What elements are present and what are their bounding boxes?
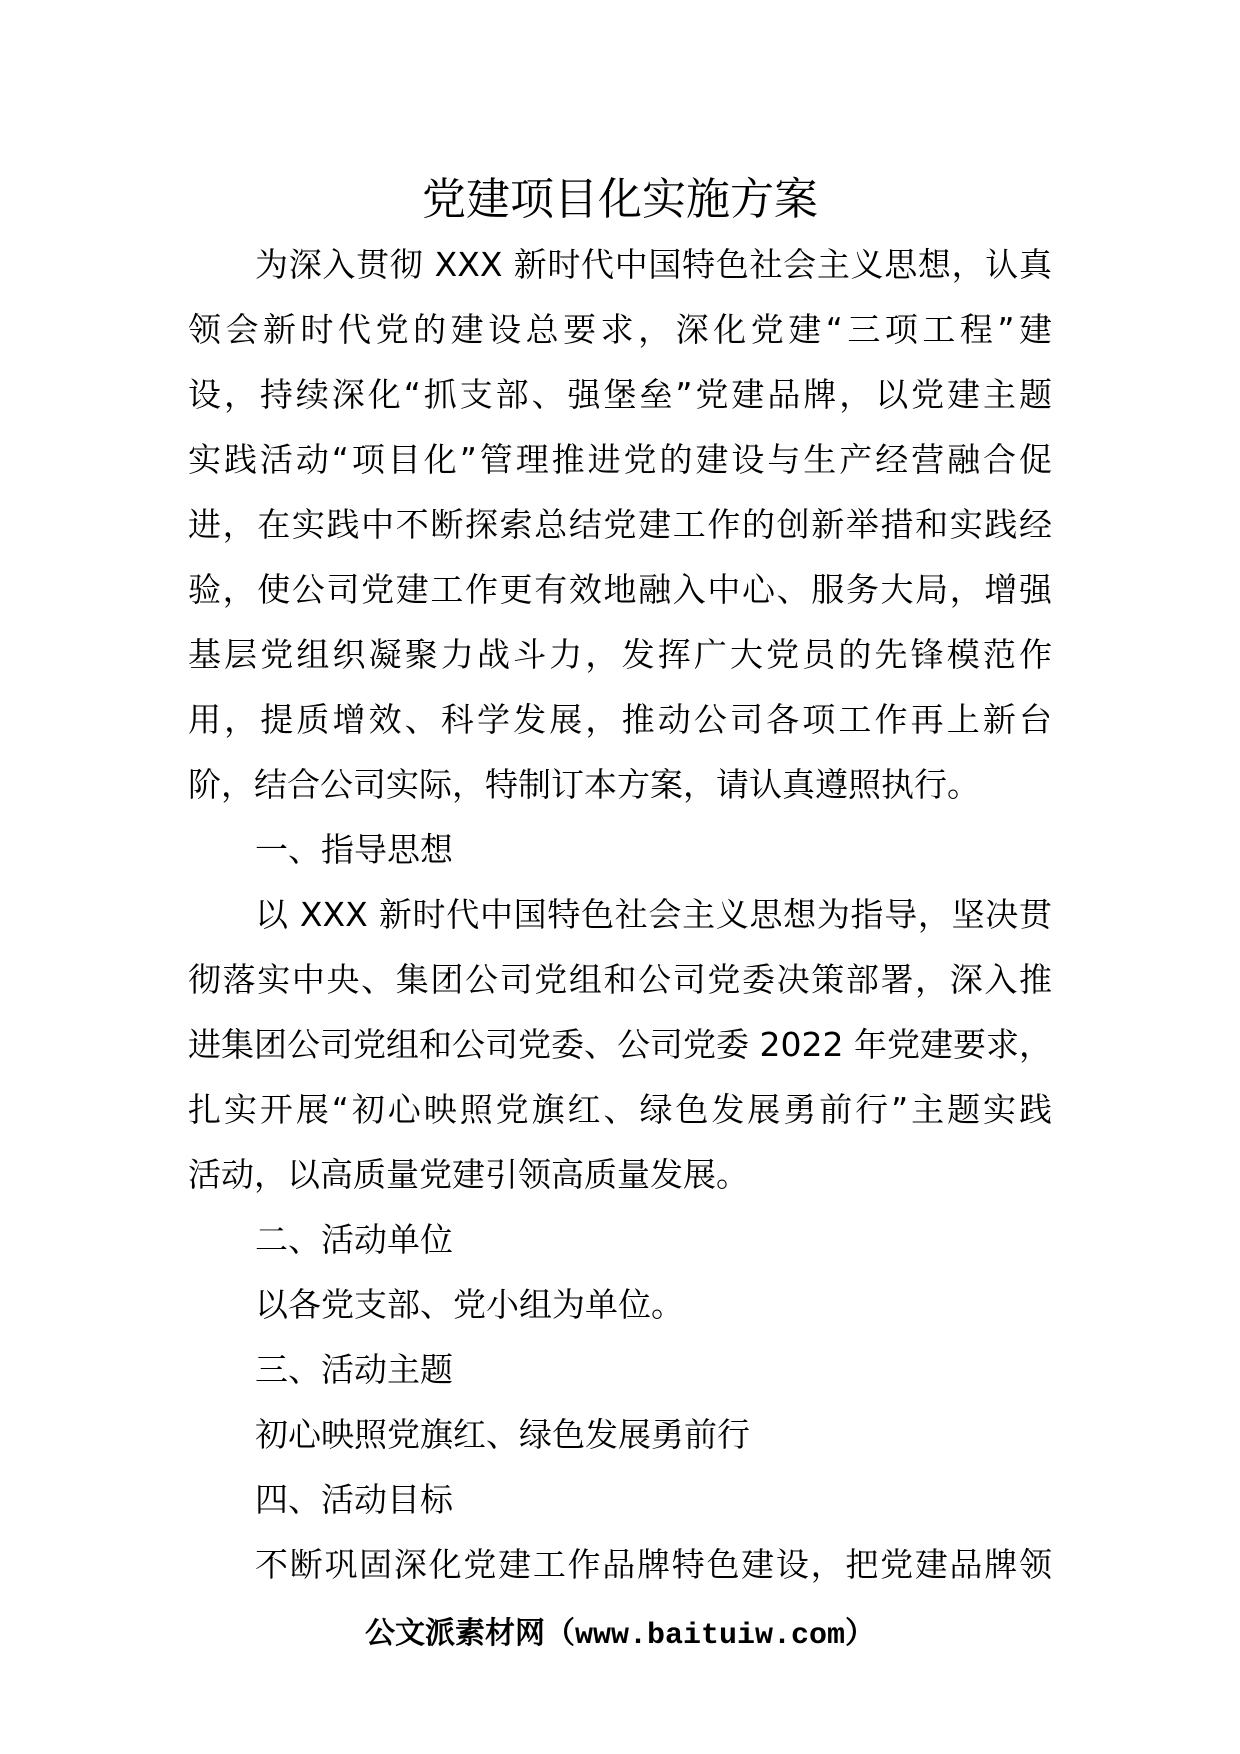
- intro-line: 验，使公司党建工作更有效地融入中心、服务大局，增强: [188, 570, 1052, 609]
- intro-line: 进，在实践中不断探索总结党建工作的创新举措和实践经: [188, 505, 1052, 544]
- section1-line: 扎实开展“初心映照党旗红、绿色发展勇前行”主题实践: [188, 1090, 1052, 1129]
- section1-line: 彻落实中央、集团公司党组和公司党委决策部署，深入推: [188, 960, 1052, 999]
- document-title: 党建项目化实施方案: [422, 174, 818, 225]
- intro-line: 实践活动“项目化”管理推进党的建设与生产经营融合促: [188, 440, 1052, 479]
- footer-watermark-text: 公文派素材网（www.baituiw.com）: [364, 1619, 876, 1653]
- section3-line: 初心映照党旗红、绿色发展勇前行: [255, 1415, 750, 1454]
- intro-line: 阶，结合公司实际，特制订本方案，请认真遵照执行。: [188, 765, 980, 804]
- intro-line: 基层党组织凝聚力战斗力，发挥广大党员的先锋模范作: [188, 635, 1052, 674]
- section-heading-activity-unit: 二、活动单位: [255, 1220, 453, 1259]
- intro-line: 为深入贯彻 XXX 新时代中国特色社会主义思想，认真: [255, 245, 1052, 284]
- document-body: [188, 232, 1052, 1597]
- section1-line: 活动，以高质量党建引领高质量发展。: [188, 1155, 749, 1194]
- section-heading-activity-theme: 三、活动主题: [255, 1350, 453, 1389]
- section4-line: 不断巩固深化党建工作品牌特色建设，把党建品牌领: [255, 1545, 1052, 1584]
- intro-line: 用，提质增效、科学发展，推动公司各项工作再上新台: [188, 700, 1052, 739]
- section1-line: 进集团公司党组和公司党委、公司党委 2022 年党建要求，: [188, 1025, 1052, 1064]
- section2-line: 以各党支部、党小组为单位。: [255, 1285, 684, 1324]
- intro-line: 设，持续深化“抓支部、强堡垒”党建品牌，以党建主题: [188, 375, 1052, 414]
- section1-line: 以 XXX 新时代中国特色社会主义思想为指导，坚决贯: [255, 895, 1052, 934]
- section-heading-activity-goal: 四、活动目标: [255, 1480, 453, 1519]
- section-heading-guiding-ideology: 一、指导思想: [255, 830, 453, 869]
- intro-line: 领会新时代党的建设总要求，深化党建“三项工程”建: [188, 310, 1052, 349]
